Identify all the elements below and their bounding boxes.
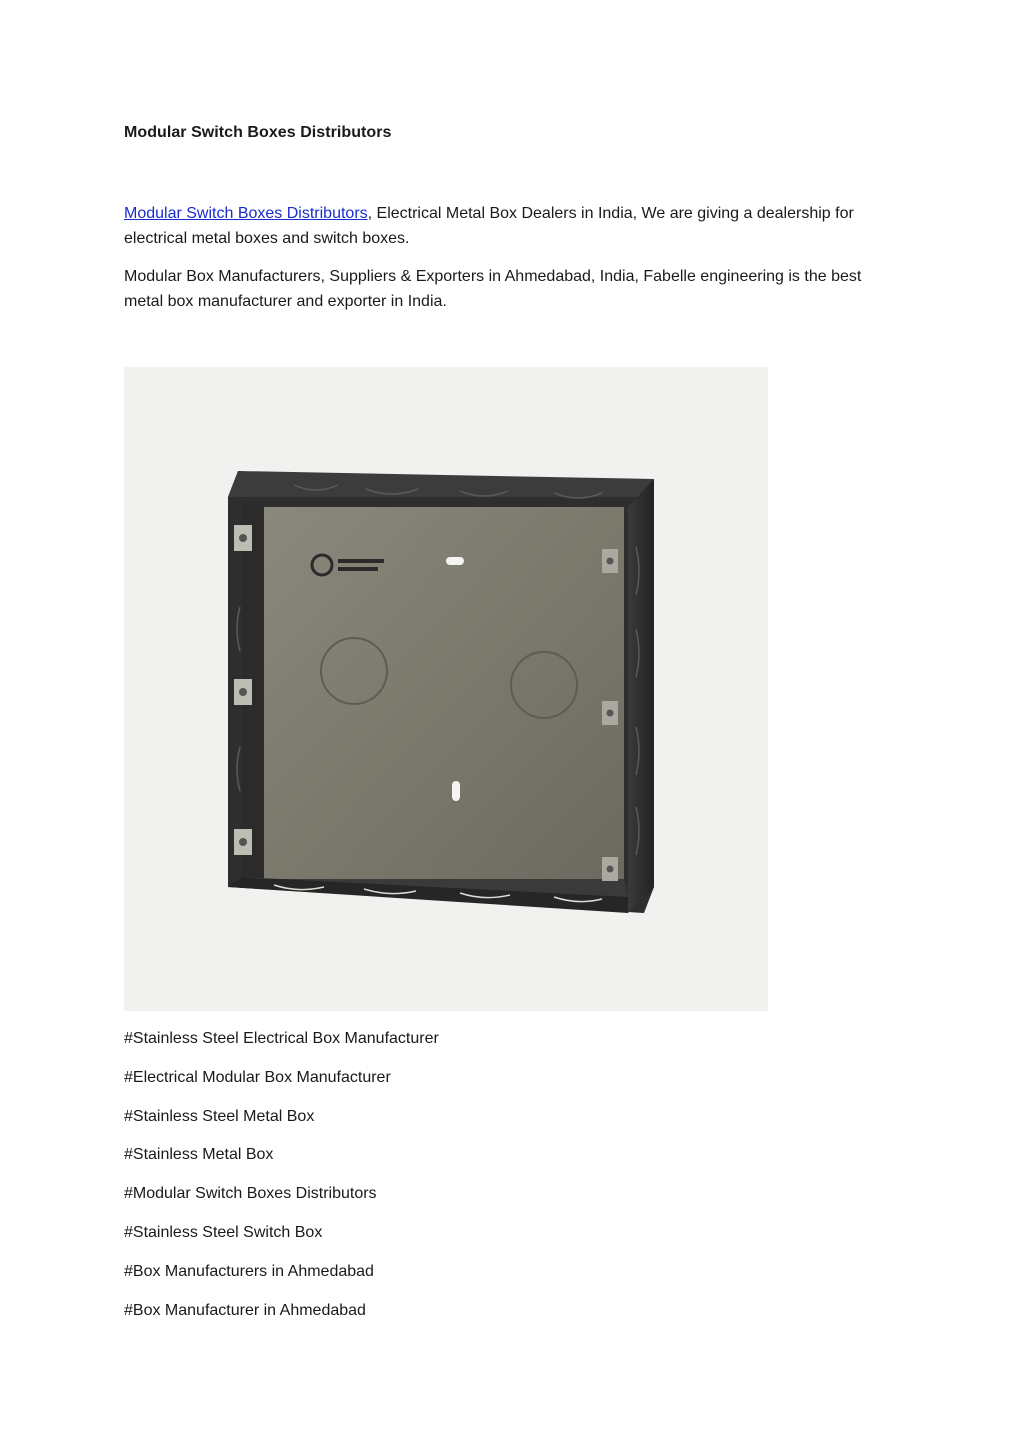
hashtag-item: #Stainless Metal Box [124, 1146, 274, 1164]
hashtag-item: #Box Manufacturers in Ahmedabad [124, 1262, 374, 1280]
page-title: Modular Switch Boxes Distributors [124, 124, 392, 141]
product-image [124, 367, 768, 1011]
intro-text: , Electrical Metal Box Dealers in India, We are giving a dealership for electrical metal boxes and switch boxes. [124, 205, 854, 247]
hashtag-item: #Electrical Modular Box Manufacturer [124, 1068, 391, 1086]
hashtag-item: #Modular Switch Boxes Distributors [124, 1185, 377, 1203]
intro-paragraph [124, 201, 899, 251]
hashtag-list [124, 1026, 439, 1336]
metal-switch-box-illustration [124, 367, 768, 1011]
body-paragraph: Modular Box Manufacturers, Suppliers & Exporters in Ahmedabad, India, Fabelle engineering is the best metal box manufacturer and exporter in India. [124, 268, 862, 310]
distributors-link[interactable]: Modular Switch Boxes Distributors [124, 205, 368, 222]
hashtag-item: #Stainless Steel Switch Box [124, 1223, 323, 1241]
hashtag-item: #Stainless Steel Metal Box [124, 1107, 315, 1125]
hashtag-item: #Stainless Steel Electrical Box Manufacturer [124, 1030, 439, 1047]
hashtag-item: #Box Manufacturer in Ahmedabad [124, 1301, 366, 1319]
